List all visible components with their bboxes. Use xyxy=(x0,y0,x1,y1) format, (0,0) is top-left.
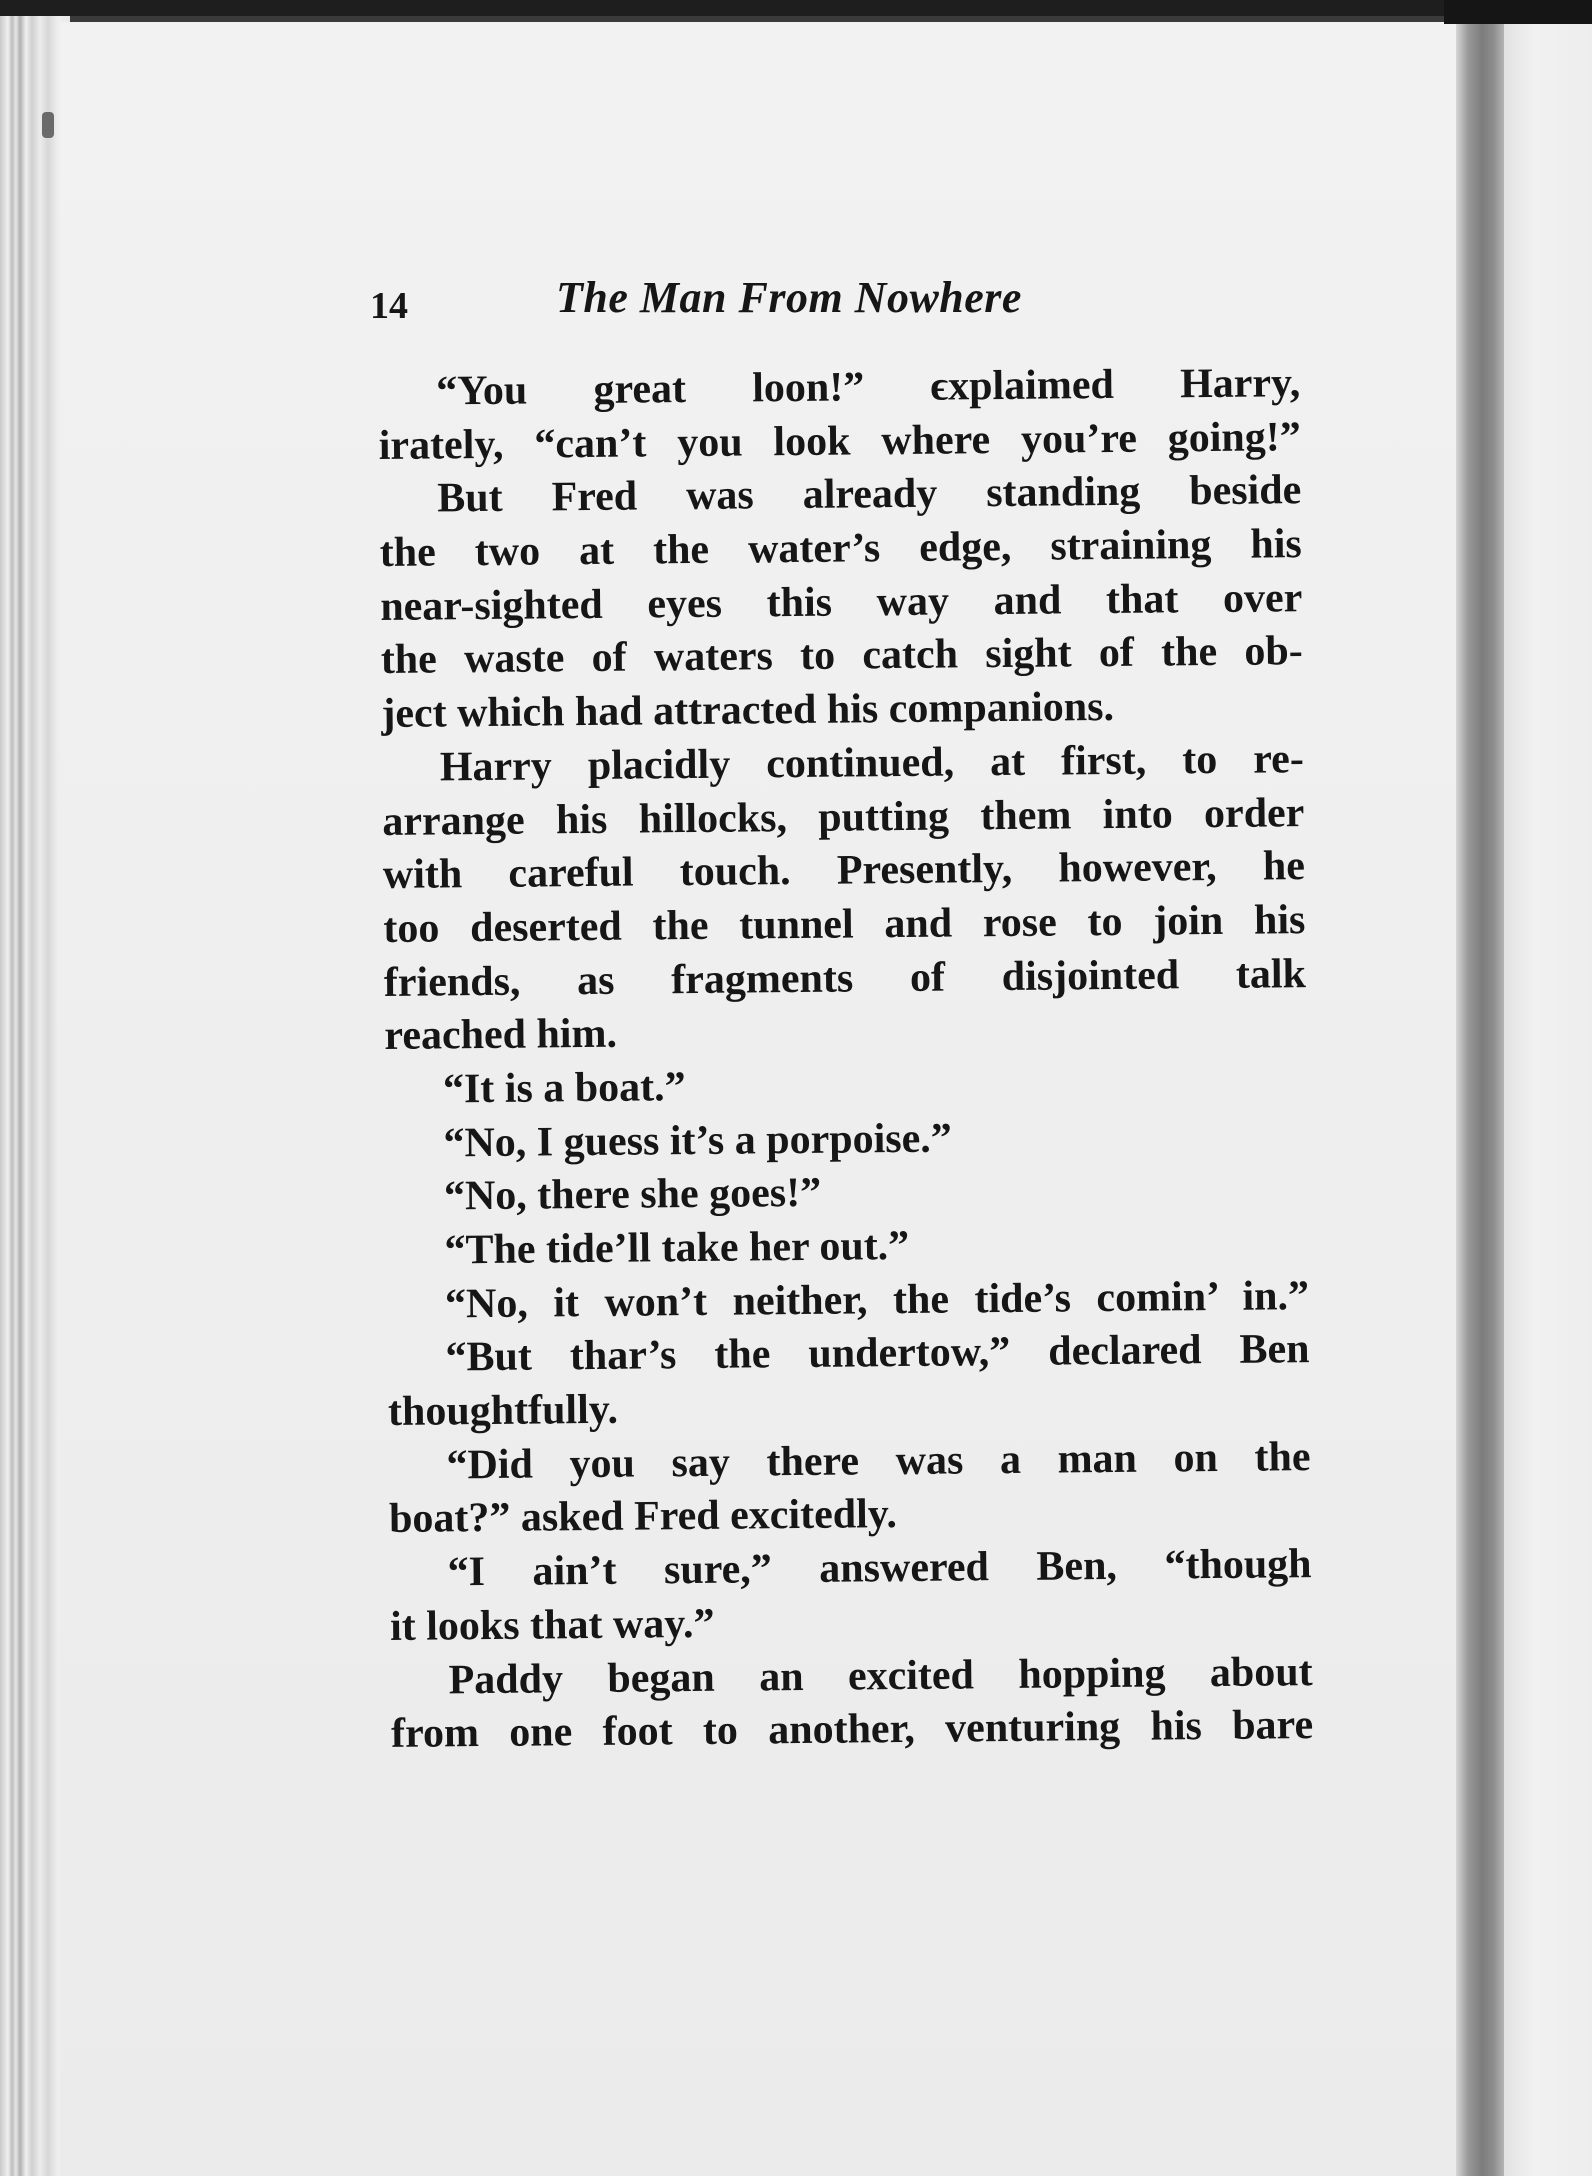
text-line: arrange his hillocks, putting them into order xyxy=(382,789,1305,845)
text-line: boat?” asked Fred excitedly. xyxy=(388,1491,898,1543)
text-line: “It is a boat.” xyxy=(442,1064,686,1113)
text-line: Harry placidly continued, at first, to re- xyxy=(439,735,1305,791)
page-header xyxy=(370,272,1170,332)
text-line: “No, I guess it’s a porpoise.” xyxy=(443,1115,952,1167)
text-line: “But thar’s the undertow,” declared Ben xyxy=(445,1326,1310,1381)
facing-page-edge xyxy=(1504,16,1592,2176)
scan-top-border xyxy=(0,0,1592,16)
page-number: 14 xyxy=(370,285,408,327)
text-line: ject which had attracted his companions. xyxy=(381,684,1115,738)
text-line: the waste of waters to catch sight of the ob- xyxy=(380,628,1304,684)
text-line: it looks that way.” xyxy=(389,1600,715,1650)
text-line: with careful touch. Presently, however, he xyxy=(382,843,1306,899)
binding-mark xyxy=(42,112,54,138)
text-line: “The tide’ll take her out.” xyxy=(444,1222,910,1274)
text-line: reached him. xyxy=(384,1010,618,1060)
text-line: irately, “can’t you look where you’re going!” xyxy=(378,413,1301,469)
text-line: from one foot to another, venturing his bare xyxy=(390,1702,1314,1758)
text-line: thoughtfully. xyxy=(387,1386,619,1436)
text-line: the two at the water’s edge, straining his xyxy=(379,521,1302,577)
text-line: “I ain’t sure,” answered Ben, “though xyxy=(447,1541,1312,1596)
text-line: “No, there she goes!” xyxy=(443,1170,822,1220)
text-line: friends, as fragments of disjointed talk xyxy=(383,950,1307,1006)
text-line: “You great loon!” ϵxplaimed Harry, xyxy=(436,360,1301,415)
text-line: “Did you say there was a man on the xyxy=(446,1433,1311,1489)
text-line: near-sighted eyes this way and that over xyxy=(380,574,1303,630)
book-gutter xyxy=(1456,16,1504,2176)
text-line: “No, it won’t neither, the tide’s comin’ in.” xyxy=(444,1272,1310,1328)
scan-top-right-border xyxy=(1444,0,1592,24)
text-line: Paddy began an excited hopping about xyxy=(448,1648,1313,1703)
running-title: The Man From Nowhere xyxy=(556,273,1022,322)
text-line: too deserted the tunnel and rose to join his xyxy=(383,896,1306,952)
text-line: But Fred was already standing beside xyxy=(437,467,1302,522)
body-text xyxy=(378,357,1313,1762)
